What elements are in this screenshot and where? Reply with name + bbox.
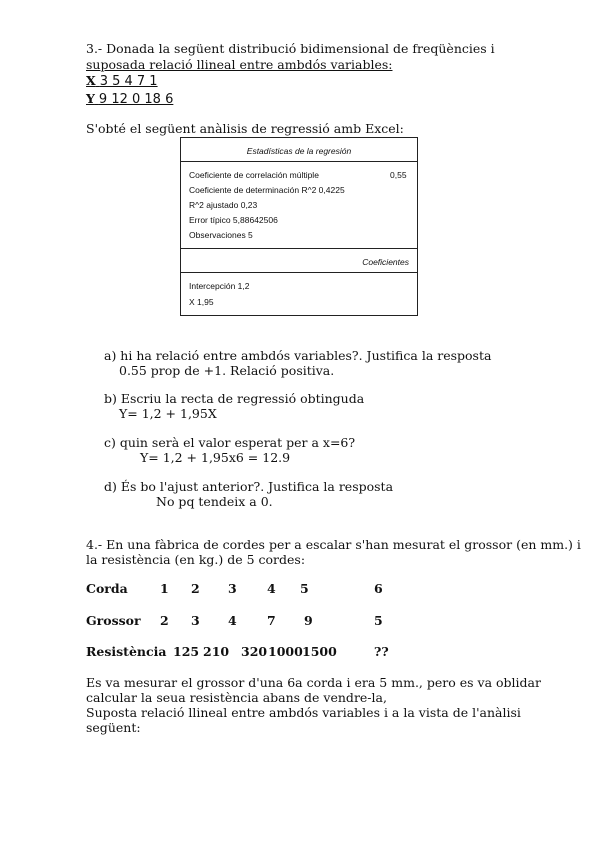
cell: 6 (374, 581, 383, 596)
question-c: c) quin serà el valor esperat per a x=6? (104, 435, 356, 450)
row-label-grossor: Grossor (86, 613, 141, 628)
y-label: Y (86, 91, 95, 106)
cell: 1 (160, 581, 169, 596)
cell: 5 (300, 581, 309, 596)
cell: 4 (267, 581, 276, 596)
cell: 210 (203, 644, 230, 659)
q4-paragraph-line2: calcular la seua resistència abans de vendre-la, (86, 690, 387, 705)
excel-intro: S'obté el següent anàlisis de regressió amb Excel: (86, 121, 404, 136)
intercept-line: Intercepción 1,2 (189, 281, 250, 291)
answer-a: 0.55 prop de +1. Relació positiva. (119, 363, 335, 378)
cell: 1500 (302, 644, 337, 659)
cell: 2 (160, 613, 169, 628)
observations-line: Observaciones 5 (189, 230, 253, 240)
cell: 320 (241, 644, 268, 659)
coefficients-header: Coeficientes (362, 257, 409, 267)
cell: 3 (228, 581, 237, 596)
table-divider (181, 248, 417, 249)
x-coefficient-line: X 1,95 (189, 297, 214, 307)
table-row-resistencia (86, 644, 389, 659)
answer-d: No pq tendeix a 0. (156, 494, 273, 509)
q3-y-row (86, 91, 173, 107)
r2-line: Coeficiente de determinación R^2 0,4225 (189, 185, 345, 195)
r-multiple-label: Coeficiente de correlación múltiple (189, 170, 319, 180)
q3-heading-line2: suposada relació llineal entre ambdós variables: (86, 57, 393, 72)
table-row-grossor (86, 613, 386, 628)
cell: 9 (304, 613, 313, 628)
cell: ?? (374, 644, 389, 659)
q4-heading-line2: la resistència (en kg.) de 5 cordes: (86, 552, 306, 567)
table-title: Estadísticas de la regresión (246, 146, 352, 156)
cell: 1000 (268, 644, 303, 659)
q4-paragraph-line4: següent: (86, 720, 141, 735)
cell: 3 (191, 613, 200, 628)
row-label-resistencia: Resistència (86, 644, 167, 659)
table-row-corda (86, 581, 386, 596)
table-divider (181, 272, 417, 273)
cell: 2 (191, 581, 200, 596)
r-multiple-value: 0,55 (390, 170, 407, 180)
std-error-line: Error típico 5,88642506 (189, 215, 278, 225)
q4-paragraph-line3: Suposta relació llineal entre ambdós variables i a la vista de l'anàlisi (86, 705, 521, 720)
y-values: 9 12 0 18 6 (98, 92, 174, 107)
r2-adjusted-line: R^2 ajustado 0,23 (189, 200, 258, 210)
answer-c: Y= 1,2 + 1,95x6 = 12.9 (140, 450, 291, 465)
table-divider (181, 161, 417, 162)
question-a: a) hi ha relació entre ambdós variables?. Justifica la resposta (104, 348, 492, 363)
q3-heading-line1: 3.- Donada la següent distribució bidimensional de freqüències i (86, 41, 495, 56)
cell: 7 (267, 613, 276, 628)
row-label-corda: Corda (86, 581, 128, 596)
cell: 5 (374, 613, 383, 628)
q4-paragraph-line1: Es va mesurar el grossor d'una 6a corda i era 5 mm., pero es va oblidar (86, 675, 541, 690)
answer-b: Y= 1,2 + 1,95X (119, 406, 217, 421)
regression-table (180, 137, 418, 316)
x-label: X (86, 73, 96, 88)
q3-x-row (86, 73, 158, 89)
q4-heading-line1: 4.- En una fàbrica de cordes per a escalar s'han mesurat el grossor (en mm.) i (86, 537, 581, 552)
cell: 4 (228, 613, 237, 628)
question-d: d) És bo l'ajust anterior?. Justifica la resposta (104, 479, 394, 494)
cell: 125 (173, 644, 200, 659)
question-b: b) Escriu la recta de regressió obtinguda (104, 391, 365, 406)
x-values: 3 5 4 7 1 (99, 74, 158, 89)
